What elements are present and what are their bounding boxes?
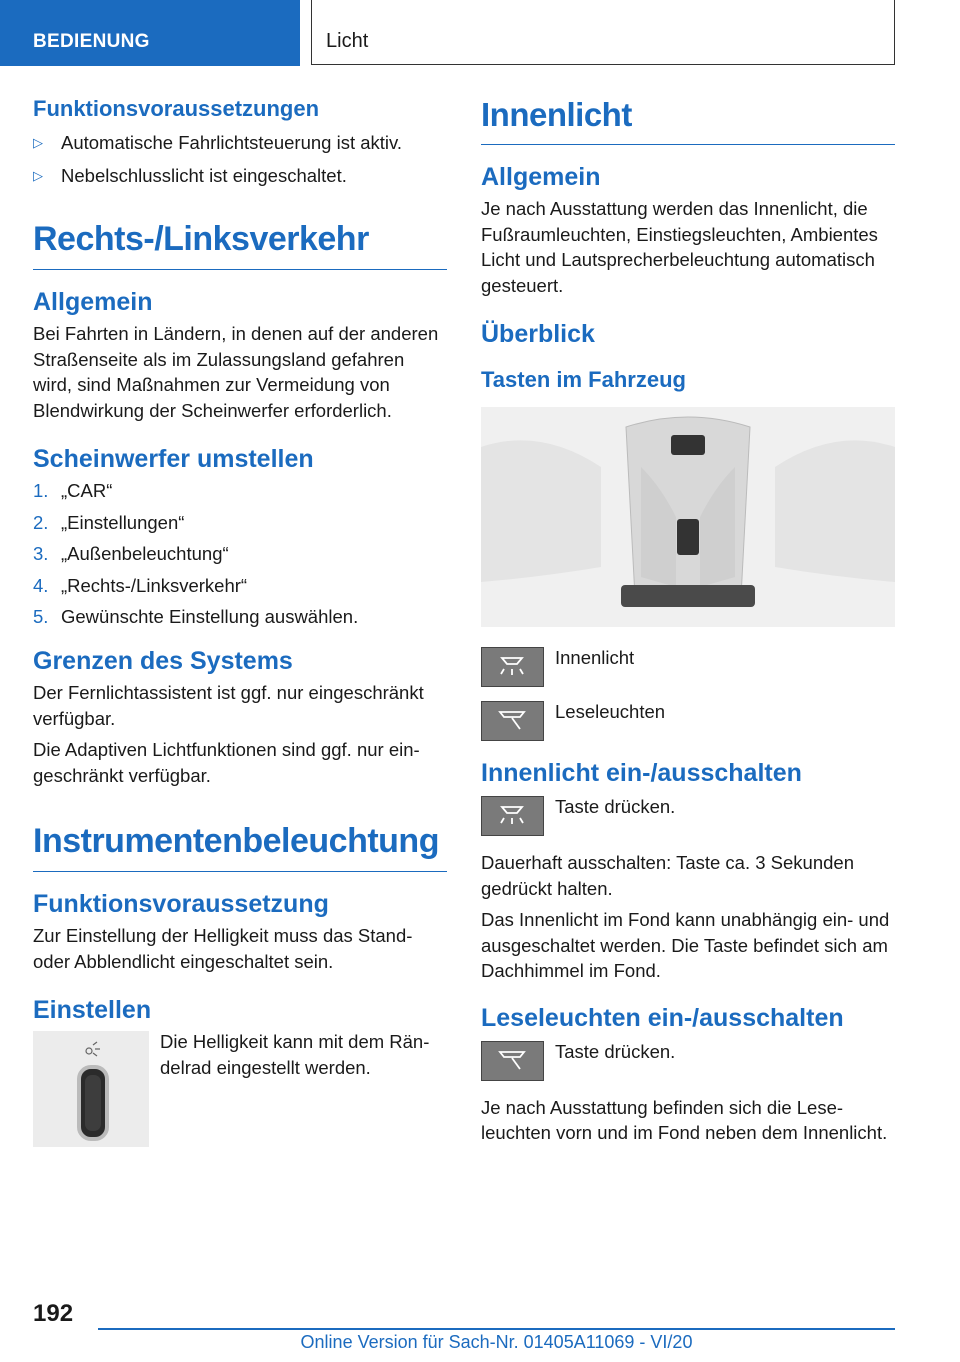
- reading-heading: Leseleuchten ein-/ausschalten: [481, 1003, 844, 1032]
- legend-interior-label: Innenlicht: [555, 647, 635, 668]
- dome-light-icon: [481, 647, 544, 687]
- legend-reading-row: [481, 701, 895, 741]
- buttons-heading: Tasten im Fahrzeug: [481, 367, 686, 392]
- page-header: [0, 0, 960, 66]
- thumbwheel-image: [33, 1031, 149, 1147]
- right-column: [481, 96, 895, 1152]
- switch-heading: Innenlicht ein-/ausschalten: [481, 759, 802, 787]
- setting-row: [33, 1031, 447, 1147]
- setting-text: Die Helligkeit kann mit dem Rändelrad eingestellt werden.: [160, 1031, 430, 1078]
- steps-list: [33, 478, 447, 629]
- limits-text-2: Die Adaptiven Lichtfunktionen sind ggf. nur eingeschränkt verfügbar.: [33, 739, 420, 786]
- general-text: Bei Fahrten in Ländern, in denen auf der anderen Straßenseite als im Zulassungsland gefahren wird, sind Maßnahmen zur Vermeidung von Blendwirkung der Scheinwerfer erforderlich.: [33, 323, 439, 421]
- press-text-2: Taste drücken.: [555, 1040, 676, 1062]
- instrument-title: Instrumentenbeleuchtung: [33, 822, 447, 872]
- permanent-text: Dauerhaft ausschalten: Taste ca. 3 Sekunden gedrückt halten.: [481, 852, 854, 899]
- interior-title: Innenlicht: [481, 96, 895, 145]
- reading-row: [481, 1041, 895, 1081]
- footer-divider: [98, 1328, 895, 1330]
- prereq-heading: Funktionsvoraussetzungen: [33, 96, 320, 121]
- list-item: ▷ Automatische Fahrlichtsteuerung ist aktiv.: [33, 132, 403, 153]
- list-item: ▷ Nebelschlusslicht ist eingeschaltet.: [33, 165, 347, 186]
- triangle-bullet-icon: ▷: [33, 168, 43, 183]
- general-text: Je nach Ausstattung werden das Innenlicht, die Fußraumleuchten, Einstiegsleuchten, Ambientes Licht und Lautsprecherbeleuchtung automatisch gesteuert.: [481, 198, 878, 296]
- prereq-list: [33, 130, 447, 188]
- dome-light-icon: [481, 796, 544, 836]
- setting-heading: Einstellen: [33, 996, 152, 1024]
- legend-interior-row: [481, 647, 895, 687]
- instr-prereq-text: Zur Einstellung der Helligkeit muss das Stand- oder Abblendlicht eingeschaltet sein.: [33, 925, 413, 972]
- legend-reading-label: Leseleuchten: [555, 701, 666, 722]
- limits-heading: Grenzen des Systems: [33, 647, 293, 675]
- instr-prereq-heading: Funktionsvoraussetzung: [33, 890, 329, 918]
- limits-text-1: Der Fernlichtassistent ist ggf. nur eingeschränkt verfügbar.: [33, 682, 424, 729]
- reading-light-icon: [481, 1041, 544, 1081]
- traffic-title: Rechts-/Linksverkehr: [33, 220, 447, 270]
- list-item: 3. „Außenbeleuchtung“: [33, 543, 229, 564]
- page-number: 192: [33, 1300, 74, 1327]
- list-item: 4. „Rechts-/Linksverkehr“: [33, 574, 248, 596]
- topic-label: Licht: [311, 0, 895, 65]
- list-item: 2. „Einstellungen“: [33, 511, 185, 533]
- general-heading: Allgemein: [33, 288, 153, 316]
- triangle-bullet-icon: ▷: [33, 135, 43, 150]
- press-text: Taste drücken.: [555, 796, 676, 817]
- list-item: 5. Gewünschte Einstellung auswählen.: [33, 606, 359, 627]
- ceiling-console-image: [481, 407, 895, 627]
- reading-light-icon: [481, 701, 544, 741]
- left-column: [33, 96, 447, 1161]
- overview-heading: Überblick: [481, 320, 595, 348]
- general-heading: Allgemein: [481, 163, 601, 191]
- rear-text: Das Innenlicht im Fond kann unabhängig ein- und ausgeschaltet werden. Die Taste befindet sich am Dachhimmel im Fond.: [481, 909, 890, 981]
- headlight-heading: Scheinwerfer umstellen: [33, 445, 314, 473]
- list-item: 1. „CAR“: [33, 480, 113, 501]
- switch-row: [481, 796, 895, 836]
- chapter-label: BEDIENUNG: [0, 0, 300, 66]
- footer-text: Online Version für Sach-Nr. 01405A11069 - VI/20: [300, 1332, 693, 1352]
- reading-text: Je nach Ausstattung befinden sich die Leseleuchten vorn und im Fond neben dem Innenlicht.: [481, 1096, 888, 1143]
